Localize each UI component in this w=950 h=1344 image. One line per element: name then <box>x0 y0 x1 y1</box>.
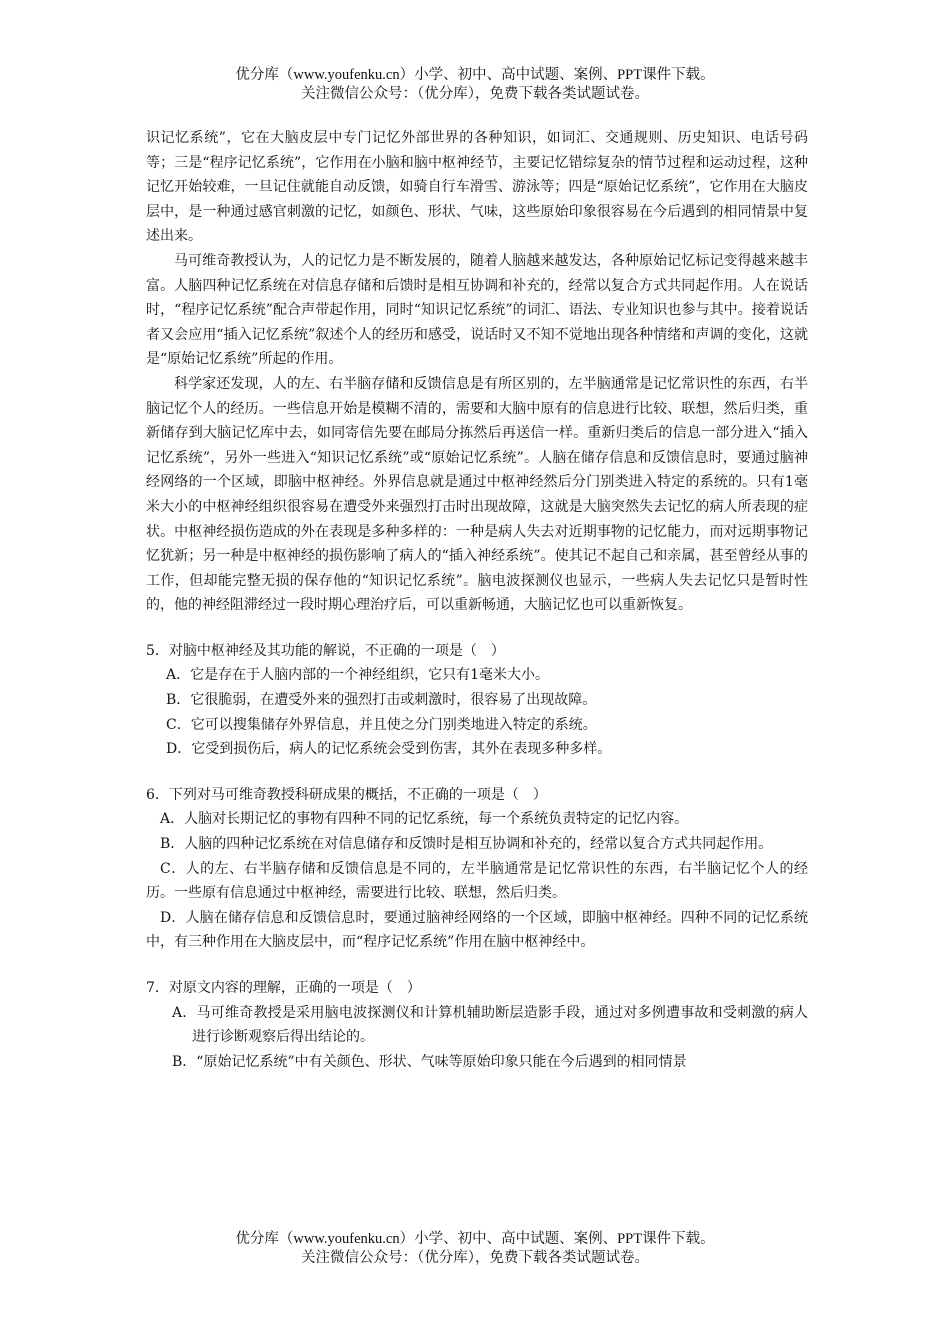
question-5-option-a: A．它是存在于人脑内部的一个神经组织，它只有1毫米大小。 <box>166 667 550 684</box>
passage-paragraph-2: 马可维奇教授认为，人的记忆力是不断发展的，随着人脑越来越发达，各种原始记忆标记变得越来越丰富。人脑四种记忆系统在对信息存储和后馈时是相互协调和补充的，经常以复合方式共同起作用。人在说话时，“程序记忆系统”配合声带起作用，同时“知识记忆系统”的词汇、语法、专业知识也参与其中。接着说话者又会应用“插入记忆系统”叙述个人的经历和感受，说话时又不知不觉地出现各种情绪和声调的变化，这就是“原始记忆系统”所起的作用。 <box>146 252 808 368</box>
footer-line-1: 优分库（www.youfenku.cn）小学、初中、高中试题、案例、PPT课件下载。 <box>235 1231 715 1247</box>
question-5-option-c: C．它可以搜集储存外界信息，并且使之分门别类地进入特定的系统。 <box>166 716 597 733</box>
passage-paragraph-1: 识记忆系统”，它在大脑皮层中专门记忆外部世界的各种知识，如词汇、交通规则、历史知识、电话号码等；三是“程序记忆系统”，它作用在小脑和脑中枢神经节，主要记忆错综复杂的情节过程和运动过程，这种记忆开始较难，一旦记住就能自动反馈，如骑自行车滑雪、游泳等；四是“原始记忆系统”，它作用在大脑皮层中，是一种通过感官刺激的记忆，如颜色、形状、气味，这些原始印象很容易在今后遇到的相同情景中复述出来。 <box>146 130 808 245</box>
footer-line-2: 关注微信公众号：（优分库），免费下载各类试题试卷。 <box>301 1250 649 1266</box>
question-5-option-d: D．它受到损伤后，病人的记忆系统会受到伤害，其外在表现多种多样。 <box>166 741 612 758</box>
question-6-option-b: B．人脑的四种记忆系统在对信息储存和反馈时是相互协调和补充的，经常以复合方式共同起作用。 <box>160 836 773 853</box>
passage-paragraph-3: 科学家还发现，人的左、右半脑存储和反馈信息是有所区别的，左半脑通常是记忆常识性的东西，右半脑记忆个人的经历。一些信息开始是模糊不清的，需要和大脑中原有的信息进行比较、联想，然后归类，重新储存到大脑记忆库中去，如同寄信先要在邮局分拣然后再送信一样。重新归类后的信息一部分进入“插入记忆系统”，另外一些进入“知识记忆系统”或“原始记忆系统”。人脑在储存信息和反馈信息时，要通过脑神经网络的一个区域，即脑中枢神经。外界信息就是通过中枢神经然后分门别类进入特定的系统的。只有1毫米大小的中枢神经组织很容易在遭受外来强烈打击时出现故障，这就是大脑突然失去记忆的病人所表现的症状。中枢神经损伤造成的外在表现是多种多样的：一种是病人失去对近期事物的记忆能力，而对远期事物记忆犹新；另一种是中枢神经的损伤影响了病人的“插入神经系统”。使其记不起自己和亲属，甚至曾经从事的工作，但却能完整无损的保存他的“知识记忆系统”。脑电波探测仪也显示，一些病人失去记忆只是暂时性的，他的神经阻滞经过一段时期心理治疗后，可以重新畅通，大脑记忆也可以重新恢复。 <box>146 375 808 614</box>
question-5-option-b: B．它很脆弱，在遭受外来的强烈打击或刺激时，很容易了出现故障。 <box>166 692 597 709</box>
question-7-option-a: A．马可维奇教授是采用脑电波探测仪和计算机辅助断层造影手段，通过对多例遭事故和受刺激的病人进行诊断观察后得出结论的。 <box>172 1004 808 1046</box>
question-7-option-b: B．“原始记忆系统”中有关颜色、形状、气味等原始印象只能在今后遇到的相同情景 <box>172 1053 687 1070</box>
page-footer <box>0 1230 950 1268</box>
question-6-title: 6．下列对马可维奇教授科研成果的概括，不正确的一项是（ ） <box>146 786 547 803</box>
question-6 <box>146 783 808 955</box>
question-5 <box>146 639 808 762</box>
question-6-option-a: A．人脑对长期记忆的事物有四种不同的记忆系统，每一个系统负责特定的记忆内容。 <box>160 811 689 828</box>
question-6-option-c: C．人的左、右半脑存储和反馈信息是不同的，左半脑通常是记忆常识性的东西，右半脑记忆个人的经历。一些原有信息通过中枢神经，需要进行比较、联想，然后归类。 <box>146 860 808 902</box>
question-6-option-d: D．人脑在储存信息和反馈信息时，要通过脑神经网络的一个区域，即脑中枢神经。四种不同的记忆系统中，有三种作用在大脑皮层中，而“程序记忆系统”作用在脑中枢神经中。 <box>146 909 808 951</box>
header-line-2: 关注微信公众号：（优分库），免费下载各类试题试卷。 <box>301 86 649 102</box>
question-7-title: 7．对原文内容的理解，正确的一项是（ ） <box>146 980 421 996</box>
document-body <box>146 126 808 1074</box>
question-7 <box>146 976 808 1074</box>
header-line-1: 优分库（www.youfenku.cn）小学、初中、高中试题、案例、PPT课件下载。 <box>235 67 715 83</box>
question-5-title: 5．对脑中枢神经及其功能的解说，不正确的一项是（ ） <box>146 642 505 659</box>
page-header <box>0 66 950 104</box>
